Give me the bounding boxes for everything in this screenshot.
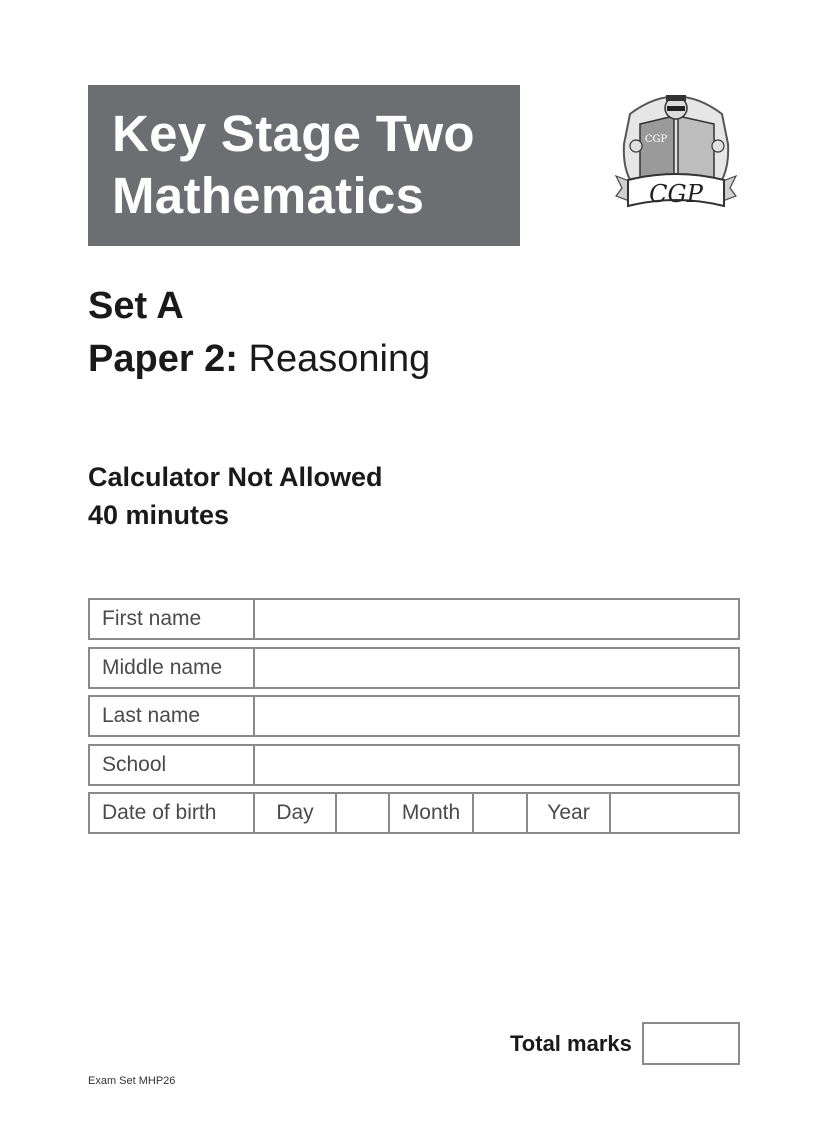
last-name-row [88,695,740,737]
logo-hand-right [712,140,724,152]
date-of-birth-row [88,792,740,834]
duration: 40 minutes [88,500,230,530]
year-field[interactable] [611,794,738,832]
logo-cgp-text: CGP [649,180,703,208]
calculator-note: Calculator Not Allowed [88,462,383,492]
first-name-field[interactable] [255,600,738,638]
total-marks-box[interactable] [642,1022,740,1065]
logo-book-cgp: CGP [644,134,668,145]
school-row [88,744,740,786]
paper-name: Reasoning [248,338,431,380]
year-label: Year [528,794,611,832]
cgp-logo [610,84,742,224]
paper-title [88,335,430,383]
last-name-label: Last name [90,697,255,735]
set-label: Set A [88,285,184,327]
middle-name-row [88,647,740,689]
logo-hand-left [630,140,642,152]
title-line-1: Key Stage Two [112,105,475,162]
middle-name-field[interactable] [255,649,738,687]
logo-sunglasses [667,106,685,111]
paper-number: Paper 2: [88,338,238,380]
day-label: Day [255,794,337,832]
month-label: Month [390,794,474,832]
school-label: School [90,746,255,784]
title-banner [88,85,520,246]
date-of-birth-label: Date of birth [90,794,255,832]
first-name-label: First name [90,600,255,638]
first-name-row [88,598,740,640]
last-name-field[interactable] [255,697,738,735]
exam-set-code: Exam Set MHP26 [88,1075,176,1087]
middle-name-label: Middle name [90,649,255,687]
total-marks-label: Total marks [510,1031,632,1056]
school-field[interactable] [255,746,738,784]
title-line-2: Mathematics [112,167,425,224]
logo-cap [666,95,686,101]
month-field[interactable] [474,794,528,832]
day-field[interactable] [337,794,390,832]
